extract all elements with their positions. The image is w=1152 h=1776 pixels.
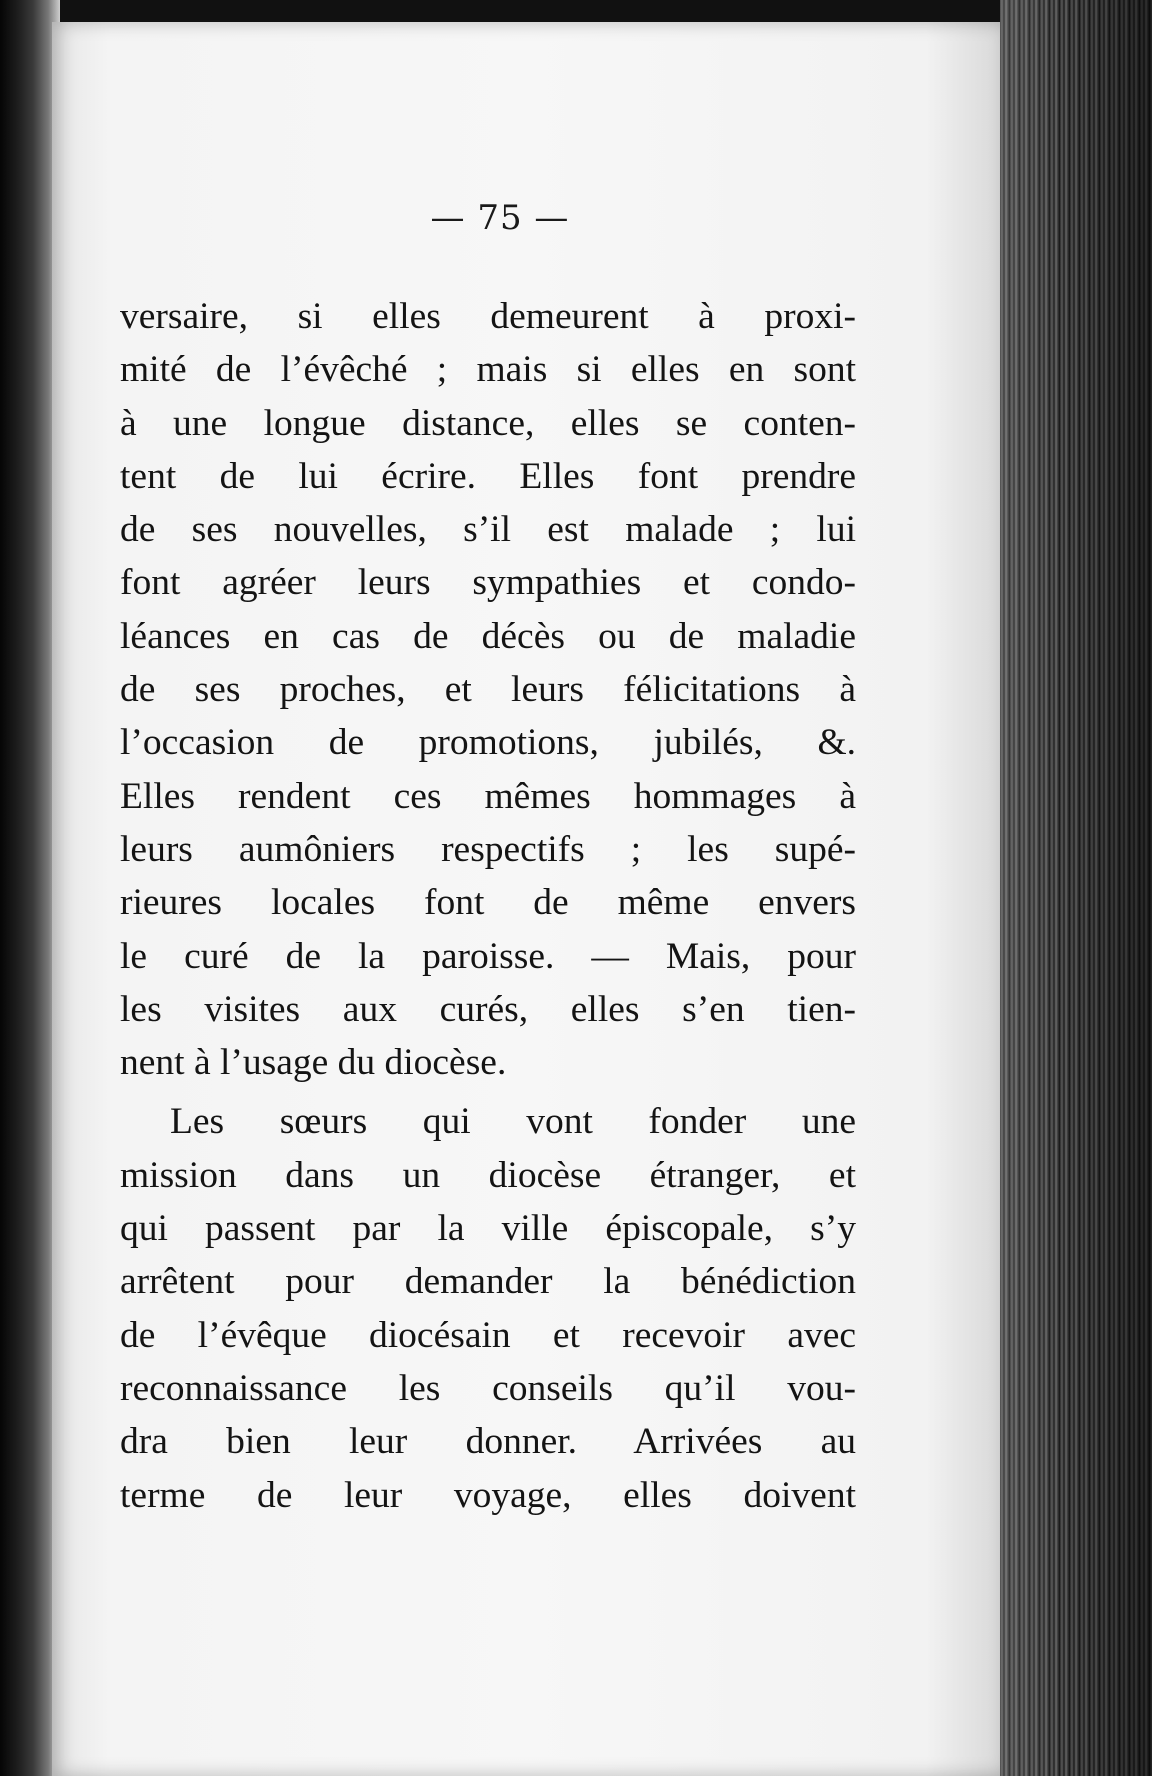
page-number: — 75 — (430, 198, 570, 238)
text-line: à une longue distance, elles se conten- (120, 402, 856, 444)
text-line: de l’évêque diocésain et recevoir avec (120, 1314, 856, 1356)
text-line: Elles rendent ces mêmes hommages à (120, 775, 856, 817)
text-line: versaire, si elles demeurent à proxi- (120, 296, 856, 337)
text-line: tent de lui écrire. Elles font prendre (120, 455, 856, 497)
text-line: rieures locales font de même envers (120, 882, 856, 924)
text-line: font agréer leurs sympathies et condo- (120, 562, 856, 604)
text-line: de ses proches, et leurs félicitations à (120, 669, 856, 711)
text-line: leurs aumôniers respectifs ; les supé- (120, 828, 856, 870)
text-line: dra bien leur donner. Arrivées au (120, 1421, 856, 1463)
book-spine-shadow (0, 0, 60, 1776)
body-text (120, 290, 856, 1522)
text-line: reconnaissance les conseils qu’il vou- (120, 1367, 856, 1409)
text-line: mission dans un diocèse étranger, et (120, 1154, 856, 1196)
paragraph-1 (120, 290, 856, 1089)
text-line: les visites aux curés, elles s’en tien- (120, 988, 856, 1030)
text-line: Les sœurs qui vont fonder une (170, 1101, 856, 1143)
text-line: de ses nouvelles, s’il est malade ; lui (120, 509, 856, 551)
text-line: mité de l’évêché ; mais si elles en sont (120, 349, 856, 391)
paragraph-2 (120, 1095, 856, 1521)
text-line: léances en cas de décès ou de maladie (120, 615, 856, 657)
text-line: arrêtent pour demander la bénédiction (120, 1261, 856, 1303)
text-line: nent à l’usage du diocèse. (120, 1042, 507, 1084)
page-edges-stack (1000, 0, 1152, 1776)
text-line: qui passent par la ville épiscopale, s’y (120, 1208, 856, 1250)
text-line: terme de leur voyage, elles doivent (120, 1474, 856, 1516)
text-line: le curé de la paroisse. — Mais, pour (120, 935, 856, 977)
text-line: l’occasion de promotions, jubilés, &. (120, 722, 856, 764)
